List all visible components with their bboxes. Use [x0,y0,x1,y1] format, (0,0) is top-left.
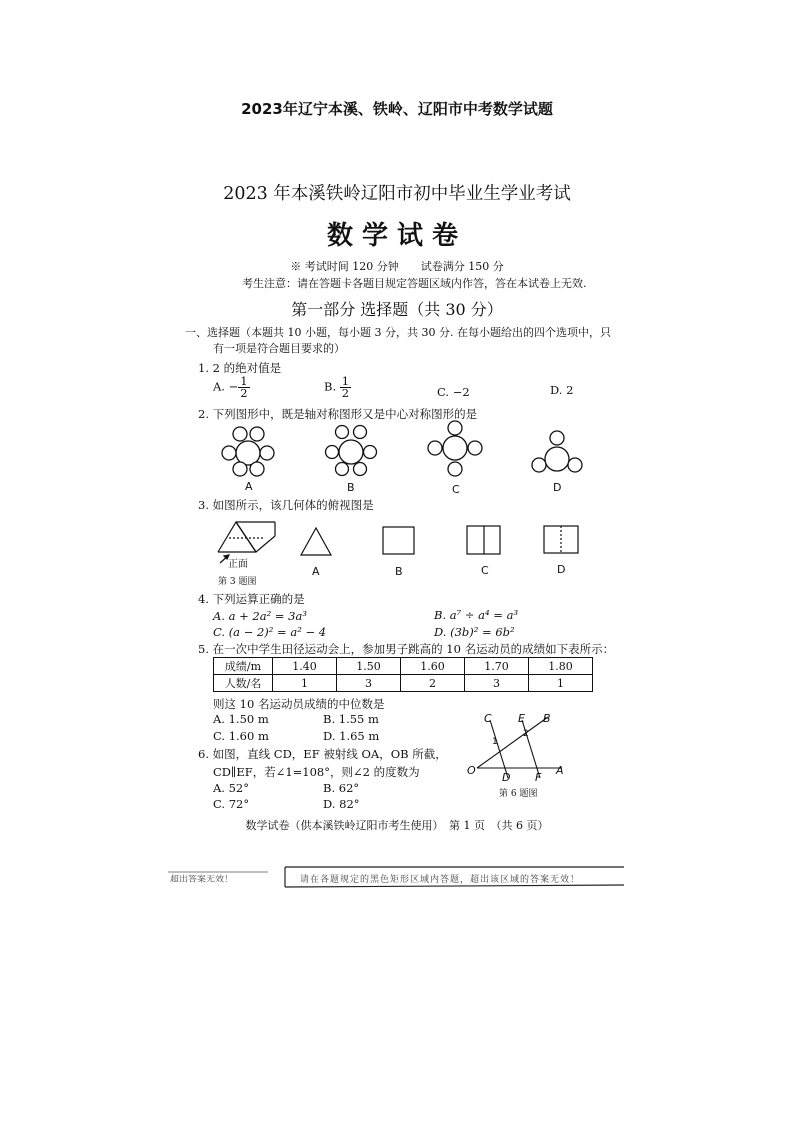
q6-option-a: A. 52° [213,781,249,795]
q2-stem: 2. 下列图形中，既是轴对称图形又是中心对称图形的是 [198,407,478,421]
q6-point-o: O [467,764,476,777]
q6-point-c: C [484,712,492,725]
q3-label-b: B [395,565,403,578]
q2-label-d: D [553,481,562,494]
q6-point-a: A [556,764,564,777]
q3-front-label: 正面 [228,559,248,570]
q5-option-c: C. 1.60 m [213,729,269,743]
table-cell: 1.70 [465,658,529,675]
table-head-count: 人数/名 [214,675,273,692]
document-title: 2023年辽宁本溪、铁岭、辽阳市中考数学试题 [241,100,553,118]
part1-intro-line1: 一、选择题（本题共 10 小题，每小题 3 分，共 30 分. 在每小题给出的四个选项中，只 [185,326,611,339]
q6-point-e: E [518,712,525,725]
q3-stem: 3. 如图所示，该几何体的俯视图是 [198,498,374,512]
q6-point-f: F [535,771,542,784]
q4-stem: 4. 下列运算正确的是 [198,592,305,606]
q6-point-b: B [543,712,551,725]
table-cell: 3 [465,675,529,692]
q6-angle-2: 2 [523,729,529,739]
q1-option-a: A. − $\frac{1}{2}$ [213,374,248,400]
table-cell: 3 [337,675,401,692]
q6-option-b: B. 62° [323,781,360,795]
q3-label-c: C [481,564,489,577]
table-cell: 1 [529,675,593,692]
q5-stem: 5. 在一次中学生田径运动会上，参加男子跳高的 10 名运动员的成绩如下表所示： [198,642,615,656]
q6-option-d: D. 82° [323,797,360,811]
q6-figure-caption: 第 6 题图 [499,789,538,799]
q5-option-d: D. 1.65 m [323,729,380,743]
q6-stem-line1: 6. 如图，直线 CD，EF 被射线 OA，OB 所截， [198,747,447,761]
q5-option-a: A. 1.50 m [213,712,269,726]
q2-label-a: A [245,480,253,493]
q1-option-c: C. −2 [437,385,470,399]
q1-option-d: D. 2 [550,383,574,397]
q6-stem-line2: CD∥EF，若∠1=108°，则∠2 的度数为 [213,765,420,779]
table-cell: 1.60 [401,658,465,675]
q4-option-a: A. a + 2a² = 3a³ [213,609,307,623]
table-cell: 2 [401,675,465,692]
paper-title: 数学试卷 [326,221,467,251]
q6-option-c: C. 72° [213,797,250,811]
q4-option-c: C. (a − 2)² = a² − 4 [213,625,327,639]
exam-title: 2023 年本溪铁岭辽阳市初中毕业生学业考试 [223,184,571,204]
part1-intro-line2: 有一项是符合题目要求的） [213,342,345,355]
section-title: 第一部分 选择题（共 30 分） [291,300,503,319]
q1-stem: 1. 2 的绝对值是 [198,361,282,375]
q2-label-c: C [452,483,460,496]
q5-question: 则这 10 名运动员成绩的中位数是 [213,697,385,711]
q3-label-a: A [312,565,320,578]
q4-option-d: D. (3b)² = 6b² [434,625,515,639]
strip-left-text: 超出答案无效！ [170,875,234,885]
table-cell: 1.50 [337,658,401,675]
q4-option-b: B. a⁷ ÷ a⁴ = a³ [434,608,519,622]
q6-angle-1: 1 [492,737,498,747]
table-head-score: 成绩/m [214,658,273,675]
q5-option-b: B. 1.55 m [323,712,379,726]
strip-right-text: 请在各题规定的黑色矩形区域内答题，超出该区域的答案无效！ [300,875,581,885]
q6-point-d: D [502,771,511,784]
exam-info: ※ 考试时间 120 分钟 试卷满分 150 分 [290,260,504,273]
table-cell: 1 [273,675,337,692]
q2-label-b: B [347,481,355,494]
page-footer: 数学试卷（供本溪铁岭辽阳市考生使用） 第 1 页 （共 6 页） [245,819,549,832]
q1-option-b: B. $\frac{1}{2}$ [324,374,350,400]
q3-label-d: D [557,563,566,576]
table-cell: 1.80 [529,658,593,675]
table-cell: 1.40 [273,658,337,675]
q3-figure-caption: 第 3 题图 [218,577,257,587]
exam-notice: 考生注意：请在答题卡各题目规定答题区域内作答，答在本试卷上无效. [242,277,587,290]
